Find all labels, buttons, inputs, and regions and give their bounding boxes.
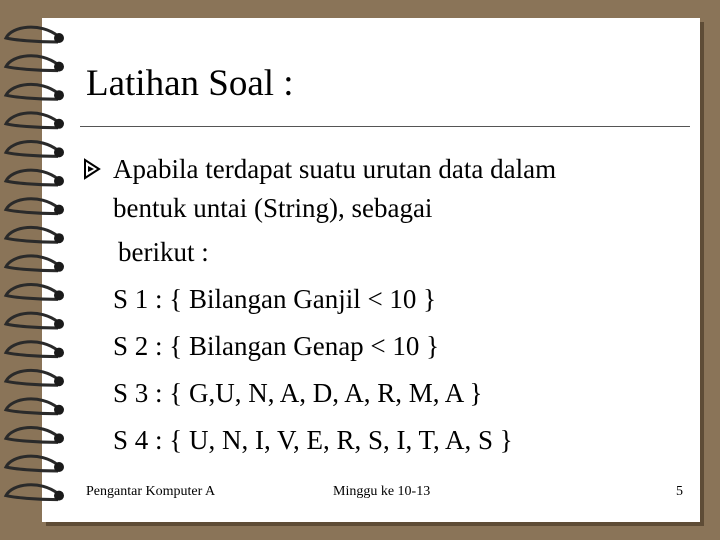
spiral-ring — [6, 56, 58, 71]
spiral-ring — [6, 285, 58, 300]
spiral-ring — [6, 256, 58, 271]
page-number: 5 — [676, 484, 683, 499]
arrow-bullet-icon — [84, 157, 102, 181]
spiral-ring — [6, 342, 58, 357]
spiral-ring — [6, 227, 58, 242]
binding-hole — [54, 433, 64, 443]
binding-hole — [54, 376, 64, 386]
spiral-ring — [6, 399, 58, 414]
binding-hole — [54, 233, 64, 243]
binding-hole — [54, 90, 64, 100]
list-item: S 2 : { Bilangan Genap < 10 } — [113, 331, 440, 361]
spiral-ring — [6, 199, 58, 214]
binding-hole — [54, 491, 64, 501]
binding-hole — [54, 348, 64, 358]
binding-hole — [54, 119, 64, 129]
binding-hole — [54, 405, 64, 415]
spiral-binding-icon — [0, 0, 80, 540]
spiral-ring — [6, 170, 58, 185]
spiral-ring — [6, 428, 58, 443]
bullet-line-3: berikut : — [118, 237, 209, 267]
slide-title: Latihan Soal : — [86, 63, 294, 104]
bullet-line-1: Apabila terdapat suatu urutan data dalam — [113, 154, 557, 184]
spiral-ring — [6, 113, 58, 128]
binding-hole — [54, 290, 64, 300]
binding-hole — [54, 205, 64, 215]
binding-hole — [54, 176, 64, 186]
binding-hole — [54, 62, 64, 72]
spiral-ring — [6, 456, 58, 471]
binding-hole — [54, 319, 64, 329]
spiral-ring — [6, 370, 58, 385]
list-item: S 3 : { G,U, N, A, D, A, R, M, A } — [113, 378, 483, 408]
spiral-ring — [6, 313, 58, 328]
spiral-ring — [6, 84, 58, 99]
spiral-ring — [6, 27, 58, 42]
footer-left: Pengantar Komputer A — [86, 484, 216, 499]
spiral-ring — [6, 485, 58, 500]
bullet-line-2: bentuk untai (String), sebagai — [113, 193, 433, 223]
list-item: S 1 : { Bilangan Ganjil < 10 } — [113, 284, 437, 314]
binding-hole — [54, 147, 64, 157]
binding-hole — [54, 262, 64, 272]
binding-hole — [54, 33, 64, 43]
footer-center: Minggu ke 10-13 — [333, 484, 431, 499]
list-item: S 4 : { U, N, I, V, E, R, S, I, T, A, S } — [113, 425, 513, 455]
binding-hole — [54, 462, 64, 472]
spiral-ring — [6, 142, 58, 157]
title-divider — [80, 126, 690, 127]
